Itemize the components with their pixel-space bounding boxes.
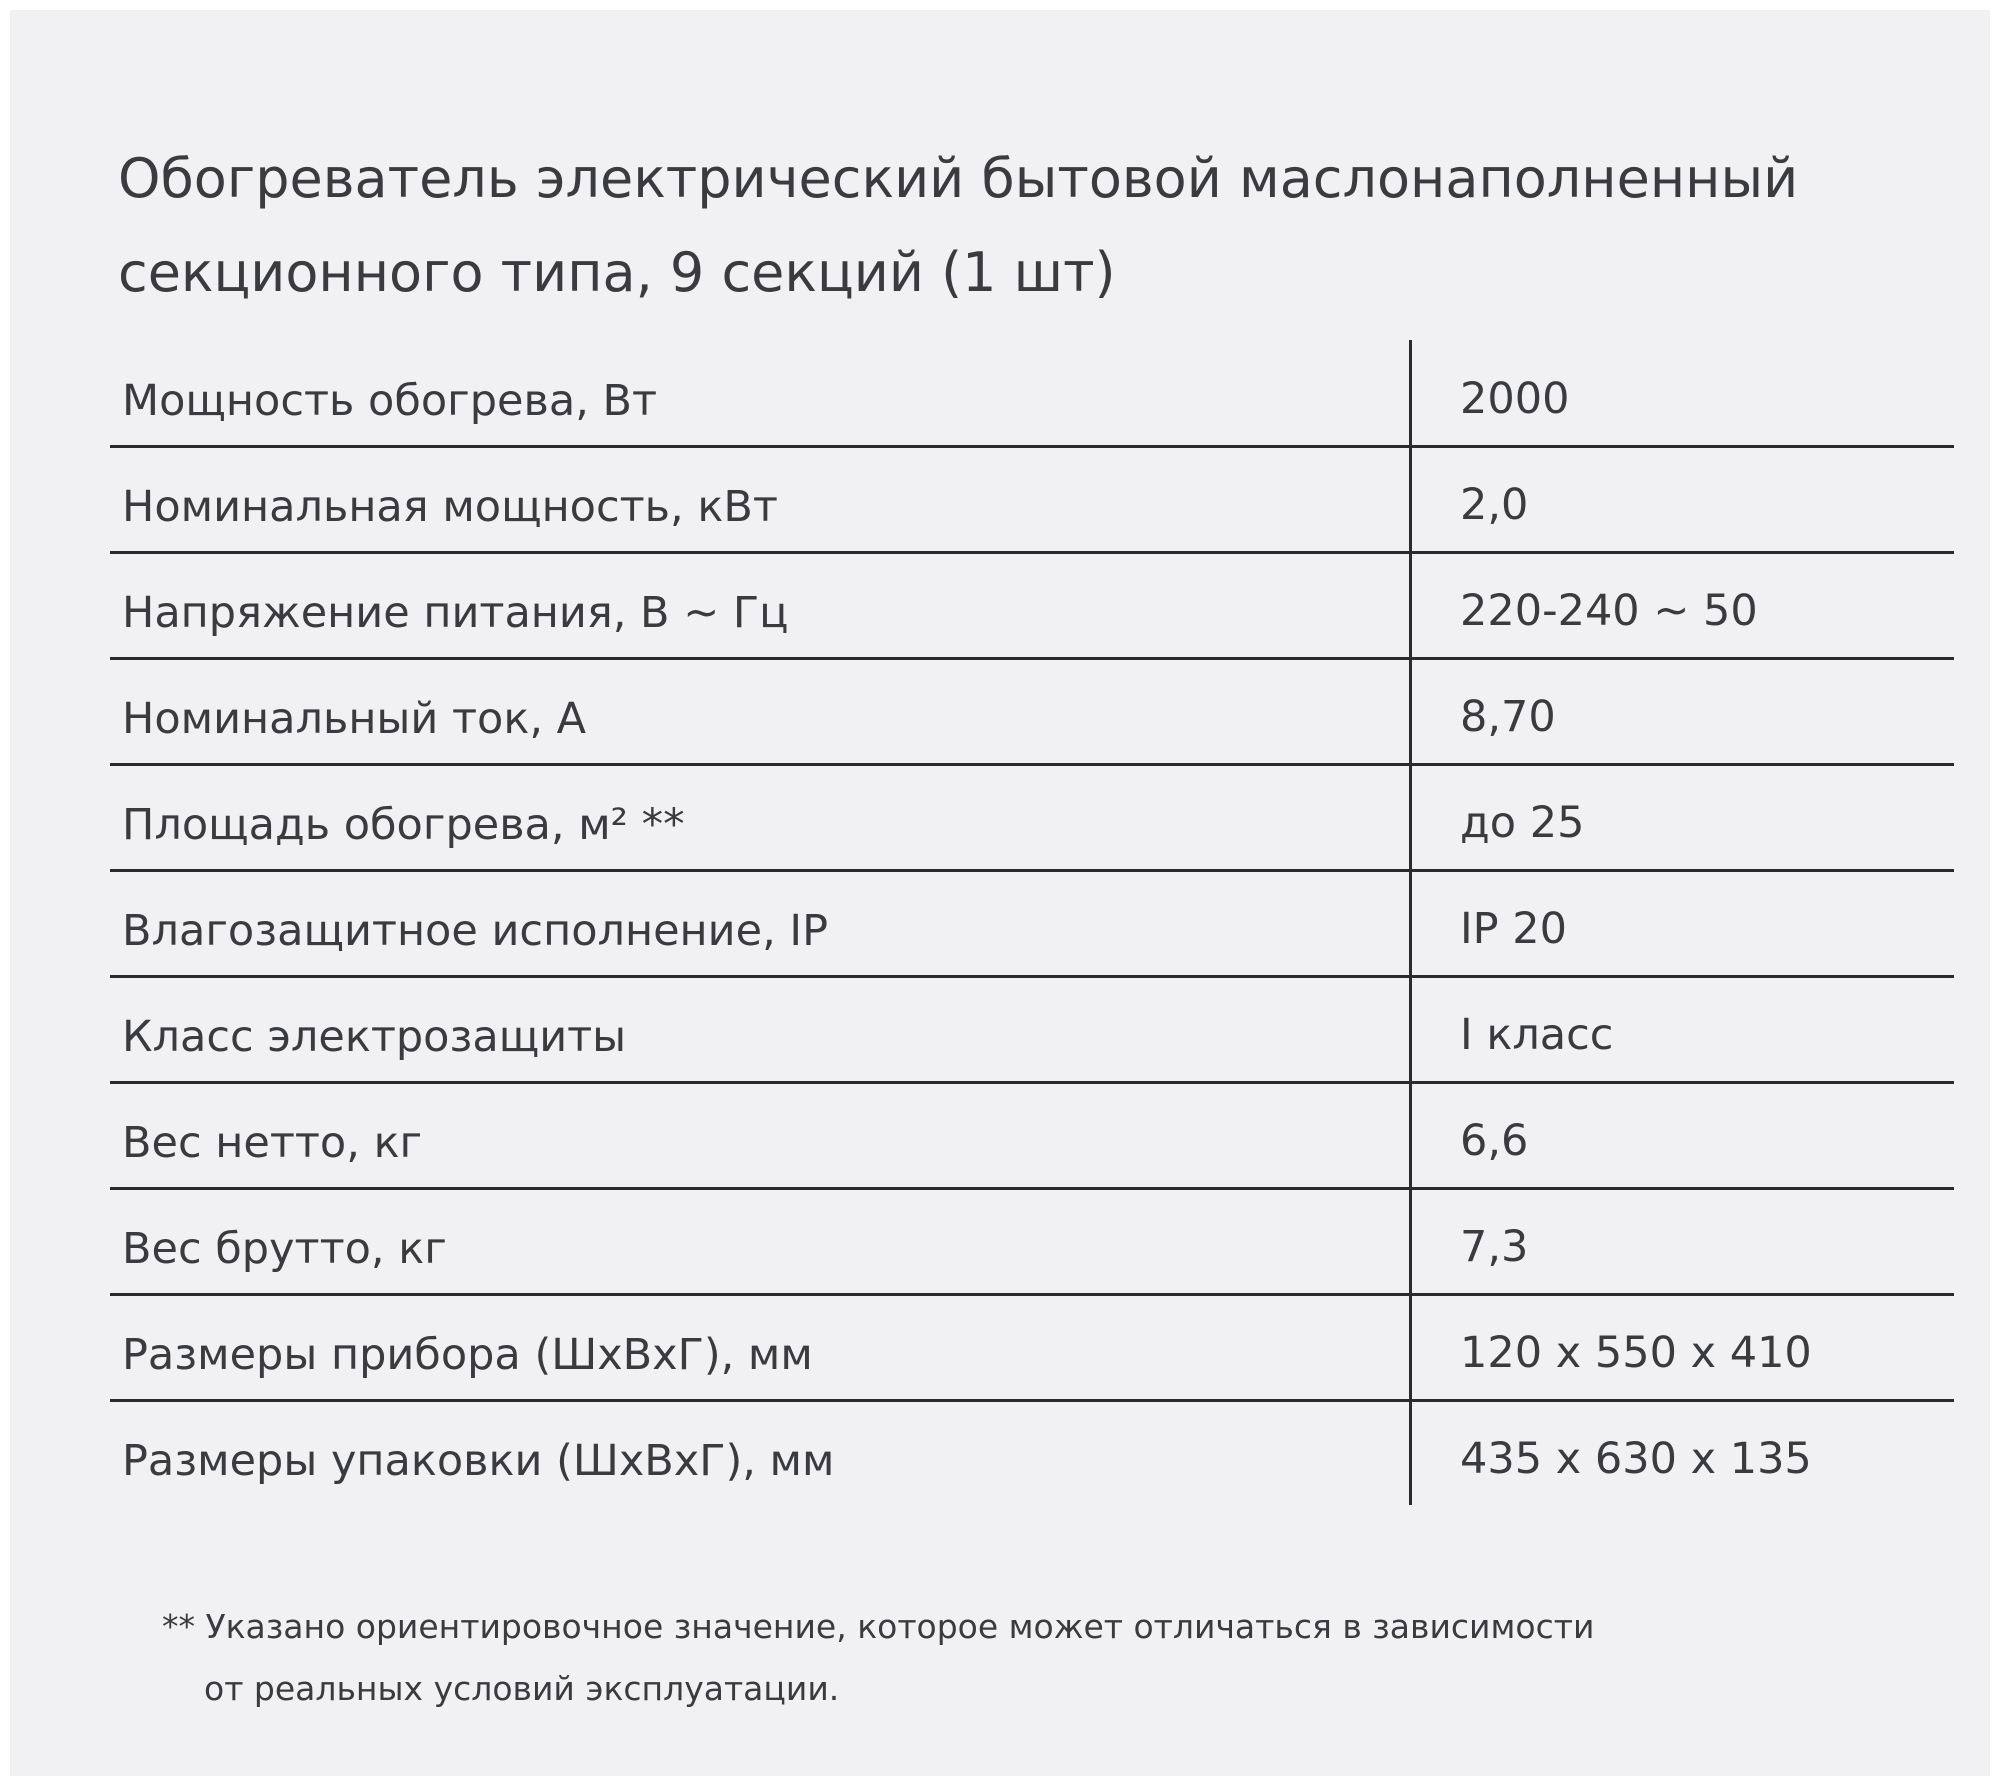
product-title xyxy=(118,132,1998,320)
spec-value: 7,3 xyxy=(1460,1222,1529,1272)
spec-value: I класс xyxy=(1460,1010,1614,1060)
spec-name: Класс электрозащиты xyxy=(122,1012,627,1062)
spec-name: Мощность обогрева, Вт xyxy=(122,376,658,426)
spec-name: Размеры прибора (ШхВхГ), мм xyxy=(122,1330,813,1380)
footnote-line-2: от реальных условий эксплуатации. xyxy=(204,1669,840,1708)
footnote-line-1: ** Указано ориентировочное значение, которое может отличаться в зависимости xyxy=(162,1607,1595,1646)
spec-value: 120 x 550 x 410 xyxy=(1460,1328,1812,1378)
spec-value: 220-240 ~ 50 xyxy=(1460,586,1758,636)
spec-name: Номинальный ток, А xyxy=(122,694,587,744)
spec-name: Площадь обогрева, м² ** xyxy=(122,800,685,850)
spec-row-net-weight xyxy=(110,1082,1954,1190)
spec-row-gross-weight xyxy=(110,1188,1954,1296)
spec-value: 8,70 xyxy=(1460,692,1556,742)
spec-value: до 25 xyxy=(1460,798,1585,848)
product-title-line-1: Обогреватель электрический бытовой маслонаполненный xyxy=(118,147,1799,210)
spec-table xyxy=(110,340,1954,1505)
spec-value: 6,6 xyxy=(1460,1116,1529,1166)
spec-name: Напряжение питания, В ~ Гц xyxy=(122,588,789,638)
spec-row-protection-class xyxy=(110,976,1954,1084)
spec-sheet xyxy=(10,10,1990,1776)
spec-row-heating-power xyxy=(110,340,1954,448)
spec-row-rated-power xyxy=(110,446,1954,554)
spec-row-device-dimensions xyxy=(110,1294,1954,1402)
spec-name: Влагозащитное исполнение, IP xyxy=(122,906,829,956)
spec-value: 2,0 xyxy=(1460,480,1529,530)
spec-row-rated-current xyxy=(110,658,1954,766)
spec-name: Вес нетто, кг xyxy=(122,1118,423,1168)
spec-value: 2000 xyxy=(1460,374,1570,424)
product-title-line-2: секционного типа, 9 секций (1 шт) xyxy=(118,241,1116,304)
spec-value: 435 x 630 x 135 xyxy=(1460,1434,1812,1484)
spec-row-package-dimensions xyxy=(110,1400,1954,1508)
spec-name: Вес брутто, кг xyxy=(122,1224,447,1274)
spec-row-voltage xyxy=(110,552,1954,660)
spec-row-ip-rating xyxy=(110,870,1954,978)
footnote xyxy=(162,1596,1962,1720)
spec-value: IP 20 xyxy=(1460,904,1567,954)
spec-row-heating-area xyxy=(110,764,1954,872)
spec-name: Номинальная мощность, кВт xyxy=(122,482,778,532)
spec-name: Размеры упаковки (ШхВхГ), мм xyxy=(122,1436,835,1486)
